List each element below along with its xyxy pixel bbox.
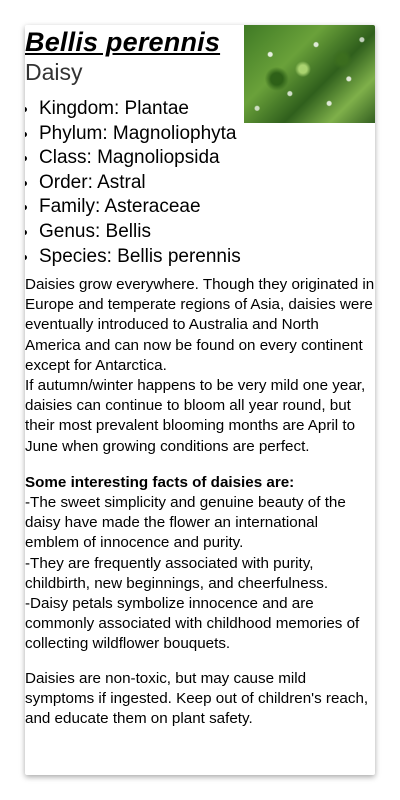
description-paragraph: If autumn/winter happens to be very mild one year, daisies can continue to bloom all year round, but their most prevalent blooming months are April to June when growing conditions are perfect. <box>25 377 366 455</box>
taxonomy-item: • Kingdom: Plantae <box>39 97 241 122</box>
facts-heading: Some interesting facts of daisies are: <box>25 473 295 491</box>
fact-item: -They are frequently associated with purity, childbirth, new beginnings, and cheerfulness. <box>25 554 329 592</box>
taxonomy-item: • Phylum: Magnoliophyta <box>39 122 241 147</box>
plant-card <box>25 25 375 775</box>
fact-item: -Daisy petals symbolize innocence and are commonly associated with childhood memories of collecting wildflower bouquets. <box>25 595 360 653</box>
taxonomy-item: • Family: Asteraceae <box>39 195 241 220</box>
description-body <box>25 275 375 729</box>
spacer <box>25 655 375 669</box>
scientific-name-title: Bellis perennis <box>25 27 221 57</box>
taxonomy-item: • Class: Magnoliopsida <box>39 146 241 171</box>
taxonomy-item: • Species: Bellis perennis <box>39 245 241 270</box>
taxonomy-item: • Genus: Bellis <box>39 220 241 245</box>
taxonomy-list <box>25 97 241 269</box>
description-paragraph: Daisies grow everywhere. Though they originated in Europe and temperate regions of Asia, daisies were eventually introduced to Australia and North America and can now be found on every continent except for Antarctica. <box>25 276 375 374</box>
daisy-photo <box>244 25 375 123</box>
safety-note: Daisies are non-toxic, but may cause mild symptoms if ingested. Keep out of children's reach, and educate them on plant safety. <box>25 669 369 728</box>
taxonomy-item: • Order: Astral <box>39 171 241 196</box>
common-name-subtitle: Daisy <box>25 59 83 85</box>
spacer <box>25 457 375 473</box>
fact-item: -The sweet simplicity and genuine beauty of the daisy have made the flower an international emblem of innocence and purity. <box>25 494 346 552</box>
